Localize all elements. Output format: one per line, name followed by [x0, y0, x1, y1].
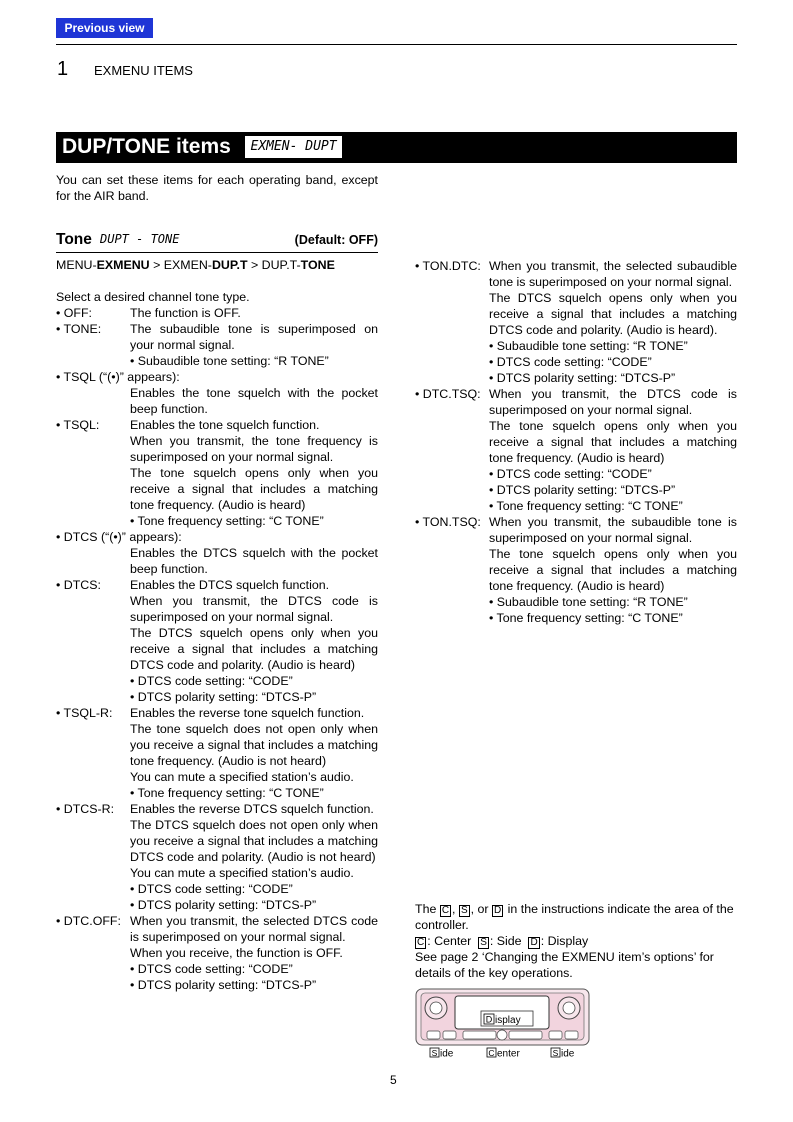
banner-lcd-readout: EXMEN- DUPT [245, 136, 342, 158]
option-desc: When you transmit, the DTCS code is superimposed on your normal signal. [130, 594, 378, 624]
option-label: • TON.TSQ: [415, 515, 481, 529]
banner-title: DUP/TONE items [62, 135, 231, 158]
note-text: in the instructions indicate the area of the controller. [415, 902, 734, 932]
option-ton-tsq [415, 514, 737, 546]
option-desc: Enables the tone squelch with the pocket beep function. [130, 386, 378, 416]
key-s-icon: S [480, 937, 487, 948]
option-setting: • DTCS polarity setting: “DTCS-P” [489, 483, 676, 497]
display-label: isplay [495, 1015, 521, 1026]
options-column-right [415, 258, 737, 626]
key-c-icon: C [441, 905, 450, 916]
key-s-icon: S [460, 905, 468, 916]
section-title: EXMENU ITEMS [94, 63, 193, 78]
tone-heading-divider [56, 252, 378, 253]
center-key-letter: C [488, 1048, 495, 1058]
previous-view-button[interactable]: Previous view [56, 18, 153, 38]
options-column-left [56, 289, 378, 993]
tone-item-heading [56, 231, 378, 251]
option-desc: You can mute a specified station’s audio. [130, 770, 354, 784]
option-tsql-r [56, 705, 378, 721]
option-label: • DTC.TSQ: [415, 387, 481, 401]
path-seg-bold: EXMENU [96, 258, 150, 272]
option-desc: The DTCS squelch opens only when you receive a signal that includes a matching DTCS code and polarity. (Audio is heard) [130, 626, 378, 672]
header-divider [56, 44, 737, 45]
option-setting: • DTCS code setting: “CODE” [130, 962, 293, 976]
option-setting: • Tone frequency setting: “C TONE” [489, 499, 683, 513]
option-desc: When you transmit, the selected subaudible tone is superimposed on your normal signal. [489, 259, 737, 289]
note-line [415, 901, 737, 933]
legend-line [415, 933, 737, 949]
key-c-icon: C [417, 937, 425, 948]
option-dtc-tsq [415, 386, 737, 418]
legend-center: : Center [427, 934, 472, 948]
side-right-label: ide [561, 1048, 575, 1058]
option-setting: • DTCS polarity setting: “DTCS-P” [130, 898, 317, 912]
option-desc: The subaudible tone is superimposed on your normal signal. [130, 322, 378, 352]
option-off [56, 305, 378, 321]
side-right-key-letter: S [552, 1048, 559, 1058]
legend-display: : Display [540, 934, 589, 948]
option-label: • DTC.OFF: [56, 914, 121, 928]
path-seg: MENU- [56, 258, 97, 272]
note-text: , [452, 902, 456, 916]
key-d-icon: D [493, 905, 502, 916]
option-desc: Enables the DTCS squelch function. [130, 578, 330, 592]
path-seg: > DUP.T- [247, 258, 301, 272]
option-desc: Enables the DTCS squelch with the pocket beep function. [130, 546, 378, 576]
option-label: • OFF: [56, 306, 92, 320]
option-label: • TON.DTC: [415, 259, 481, 273]
lead-text: Select a desired channel tone type. [56, 290, 250, 304]
controller-figure [415, 988, 611, 1058]
option-setting: • Tone frequency setting: “C TONE” [130, 514, 324, 528]
option-desc: The function is OFF. [130, 306, 241, 320]
option-desc: When you transmit, the subaudible tone is superimposed on your normal signal. [489, 515, 737, 545]
option-desc: When you receive, the function is OFF. [130, 946, 343, 960]
page-number: 5 [390, 1073, 397, 1087]
side-left-label: ide [440, 1048, 454, 1058]
center-key-right-icon [509, 1031, 542, 1039]
option-desc: The DTCS squelch does not open only when you receive a signal that includes a matching DTCS code and polarity. (Audio is not heard) [130, 818, 378, 864]
tone-default-value: (Default: OFF) [294, 233, 378, 247]
center-key-left-icon [463, 1031, 496, 1039]
option-label: • DTCS-R: [56, 802, 115, 816]
option-tone [56, 321, 378, 353]
controller-area-note [415, 901, 737, 981]
side-key-right2-icon [565, 1031, 578, 1039]
option-setting: • DTCS code setting: “CODE” [489, 355, 652, 369]
key-d-icon: D [530, 937, 538, 948]
option-ton-dtc [415, 258, 737, 290]
option-dtcs-r [56, 801, 378, 817]
option-setting: • DTCS code setting: “CODE” [130, 882, 293, 896]
option-desc: The tone squelch opens only when you receive a signal that includes a matching tone frequency. (Audio is heard) [489, 419, 737, 465]
option-desc: The DTCS squelch opens only when you receive a signal that includes a matching DTCS code and polarity. (Audio is heard). [489, 291, 737, 337]
option-tsql [56, 417, 378, 433]
option-dtc-off [56, 913, 378, 945]
option-dtcs-pocket-label: • DTCS (“(•)” appears): [56, 530, 182, 544]
option-desc: Enables the reverse DTCS squelch function. [130, 802, 374, 816]
side-left-key-letter: S [431, 1048, 438, 1058]
option-setting: • Tone frequency setting: “C TONE” [130, 786, 324, 800]
option-desc: When you transmit, the selected DTCS code is superimposed on your normal signal. [130, 914, 378, 944]
option-desc: You can mute a specified station’s audio. [130, 866, 354, 880]
path-seg: > EXMEN- [149, 258, 212, 272]
menu-path [56, 258, 335, 272]
option-desc: When you transmit, the DTCS code is superimposed on your normal signal. [489, 387, 737, 417]
option-desc: The tone squelch does not open only when you receive a signal that includes a matching tone frequency. (Audio is not heard) [130, 722, 378, 768]
option-desc: The tone squelch opens only when you receive a signal that includes a matching tone frequency. (Audio is heard) [130, 466, 378, 512]
tone-item-name: Tone [56, 231, 92, 248]
note-text: , or [470, 902, 489, 916]
controller-illustration [415, 988, 611, 1058]
option-desc: When you transmit, the tone frequency is superimposed on your normal signal. [130, 434, 378, 464]
path-seg-bold: DUP.T [211, 258, 248, 272]
legend-side: : Side [489, 934, 522, 948]
option-setting: • DTCS polarity setting: “DTCS-P” [130, 978, 317, 992]
section-number: 1 [57, 58, 69, 80]
display-key-letter: D [485, 1014, 493, 1025]
option-desc: The tone squelch opens only when you receive a signal that includes a matching tone frequency. (Audio is heard) [489, 547, 737, 593]
option-setting: • DTCS code setting: “CODE” [130, 674, 293, 688]
option-setting: • DTCS polarity setting: “DTCS-P” [489, 371, 676, 385]
side-key-left2-icon [443, 1031, 456, 1039]
option-setting: • DTCS code setting: “CODE” [489, 467, 652, 481]
option-setting: • Subaudible tone setting: “R TONE” [489, 595, 688, 609]
option-setting: • Tone frequency setting: “C TONE” [489, 611, 683, 625]
center-button-icon [497, 1030, 507, 1040]
option-tsql-pocket-label: • TSQL (“(•)” appears): [56, 370, 180, 384]
option-setting: • Subaudible tone setting: “R TONE” [489, 339, 688, 353]
option-label: • TSQL: [56, 418, 100, 432]
knob-right-inner [563, 1002, 575, 1014]
option-desc: Enables the reverse tone squelch function. [130, 706, 365, 720]
knob-left-inner [430, 1002, 442, 1014]
side-key-right-icon [549, 1031, 562, 1039]
option-setting: • DTCS polarity setting: “DTCS-P” [130, 690, 317, 704]
option-dtcs [56, 577, 378, 593]
option-desc: Enables the tone squelch function. [130, 418, 320, 432]
note-text: The [415, 902, 437, 916]
intro-text: You can set these items for each operating band, except for the AIR band. [56, 173, 378, 203]
path-seg-bold: TONE [300, 258, 335, 272]
option-label: • TSQL-R: [56, 706, 113, 720]
option-label: • DTCS: [56, 578, 101, 592]
center-label: enter [497, 1048, 520, 1058]
section-banner [56, 132, 737, 163]
side-key-left-icon [427, 1031, 440, 1039]
option-setting: • Subaudible tone setting: “R TONE” [130, 354, 329, 368]
see-reference: See page 2 ‘Changing the EXMENU item’s options’ for details of the key operations. [415, 950, 714, 980]
tone-lcd-readout: DUPT - TONE [100, 232, 180, 246]
option-label: • TONE: [56, 322, 102, 336]
